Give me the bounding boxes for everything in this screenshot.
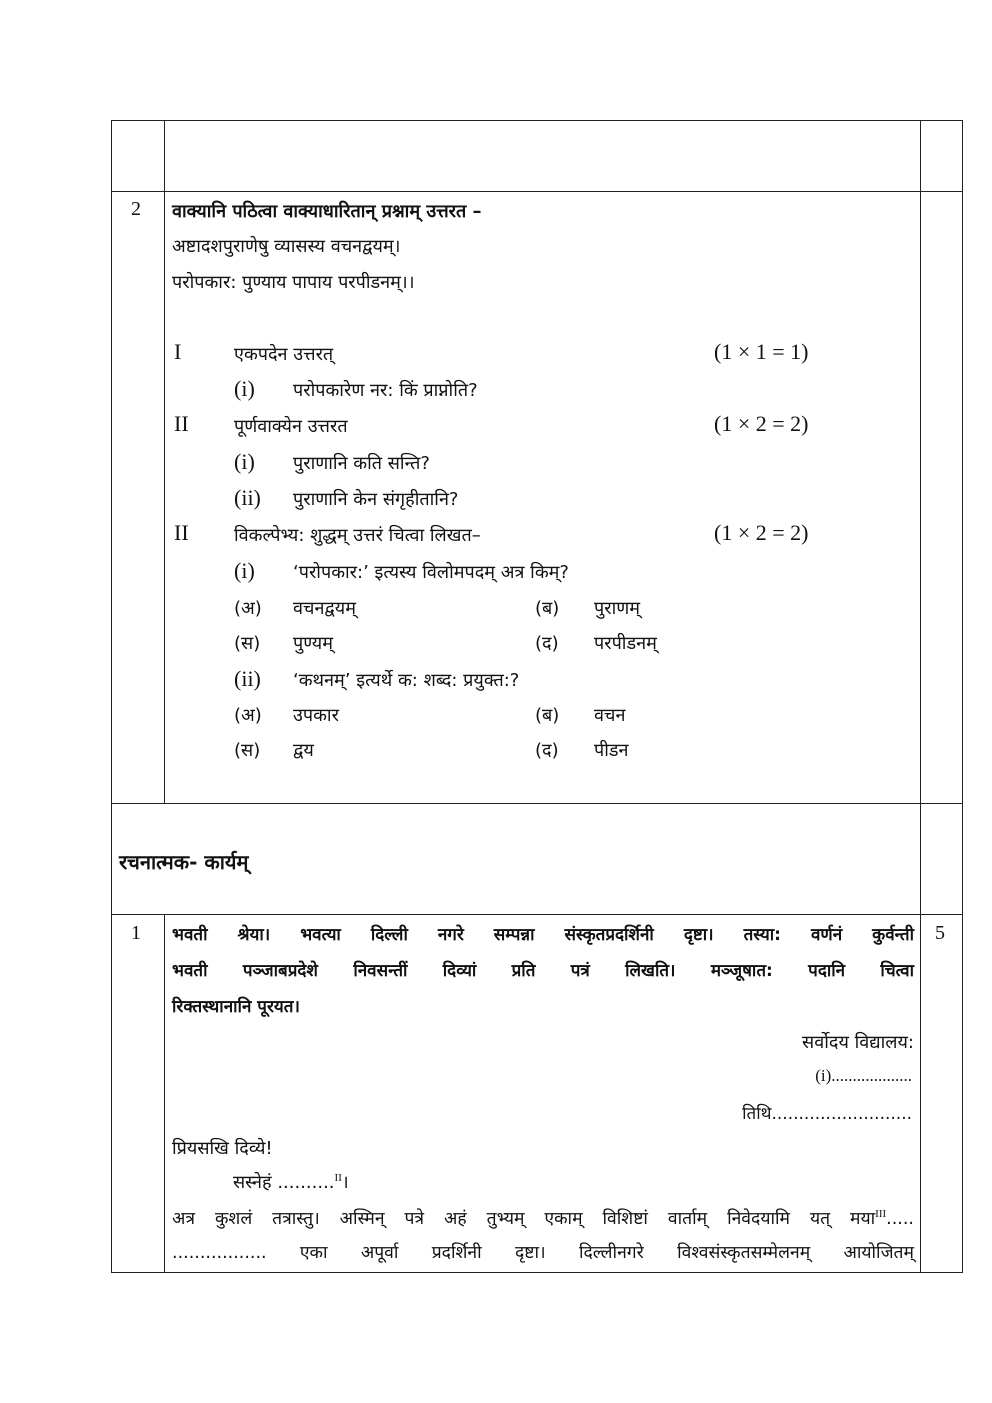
part-label: एकपदेन उत्तरत् (234, 344, 334, 365)
option-key: (अ) (234, 598, 262, 619)
instruction-line: रिक्तस्थानानि पूरयत। (172, 997, 300, 1017)
part-numeral: II (174, 411, 189, 436)
option-value: पुराणम् (594, 598, 641, 619)
option-value: वचनद्वयम् (293, 598, 356, 619)
table-border-row3 (111, 914, 963, 915)
part-numeral: I (174, 339, 182, 364)
sub-question-number: (i) (234, 558, 255, 583)
option-value: पीडन (594, 740, 629, 761)
letter-date: तिथि.......................... (742, 1104, 912, 1124)
body-text: अत्र कुशलं तत्रास्तु। अस्मिन् पत्रे अहं तुभ्यम् एकाम् विशिष्टां वार्ताम् निवेदयामि यत् मया (172, 1209, 876, 1229)
part-numeral: II (174, 520, 189, 545)
question-instruction: वाक्यानि पठित्वा वाक्याधारितान् प्रश्नाम् उत्तरत – (172, 201, 482, 222)
part-label: विकल्पेभ्य: शुद्धम् उत्तरं चित्वा लिखत– (234, 525, 481, 546)
sub-question-text: ‘परोपकार:’ इत्यस्य विलोमपदम् अत्र किम्? (293, 562, 569, 583)
blank-marker: II (334, 1172, 342, 1184)
verse-line: अष्टादशपुराणेषु व्यासस्य वचनद्वयम्। (172, 236, 401, 257)
part-marks: (1 × 2 = 2) (714, 411, 809, 436)
letter-blank-i: (i)................... (815, 1066, 912, 1085)
option-value: पुण्यम् (293, 633, 333, 654)
letter-body-line (172, 1206, 914, 1230)
question-number: 2 (131, 198, 141, 220)
part-marks: (1 × 1 = 1) (714, 339, 809, 364)
question-number: 1 (131, 922, 141, 944)
blank-marker: III (875, 1208, 887, 1221)
option-value: द्वय (293, 740, 314, 761)
letter-salutation: प्रियसखि दिव्ये! (172, 1138, 273, 1159)
sub-question-number: (ii) (234, 485, 261, 510)
table-divider-col1-bottom (164, 914, 165, 1273)
table-border-row2 (111, 803, 963, 804)
part-marks: (1 × 2 = 2) (714, 520, 809, 545)
greeting-prefix: सस्नेहं .......... (233, 1172, 335, 1193)
option-value: उपकार (293, 705, 339, 726)
greeting-suffix: । (341, 1172, 349, 1193)
table-divider-col1-top (164, 120, 165, 804)
option-key: (ब) (535, 598, 560, 619)
instruction-line: भवती श्रेया। भवत्या दिल्ली नगरे सम्पन्ना संस्कृतप्रदर्शिनी दृष्टा। तस्या: वर्णनं कुर्वन्ती (172, 925, 914, 945)
sub-question-number: (i) (234, 449, 255, 474)
question-marks: 5 (935, 922, 945, 944)
letter-address: सर्वोदय विद्यालय: (802, 1032, 914, 1053)
letter-greeting (233, 1170, 349, 1194)
section-heading: रचनात्मक- कार्यम् (119, 850, 249, 874)
option-key: (स) (234, 633, 261, 654)
option-key: (द) (535, 740, 559, 761)
sub-question-number: (ii) (234, 666, 261, 691)
body-dots: ..... (886, 1209, 914, 1229)
option-value: वचन (594, 705, 626, 726)
sub-question-text: परोपकारेण नर: किं प्राप्नोति? (293, 380, 478, 401)
sub-question-text: पुराणानि कति सन्ति? (293, 453, 430, 474)
table-border-right (962, 120, 963, 1273)
sub-question-number: (i) (234, 376, 255, 401)
letter-body-line: ................. एका अपूर्वा प्रदर्शिनी दृष्टा। दिल्लीनगरे विश्वसंस्कृतसम्मेलनम् आयोजितम् (172, 1243, 914, 1263)
option-key: (ब) (535, 705, 560, 726)
part-label: पूर्णवाक्येन उत्तरत (234, 416, 348, 437)
option-key: (द) (535, 633, 559, 654)
option-key: (अ) (234, 705, 262, 726)
table-border-top (111, 120, 963, 121)
sub-question-text: ‘कथनम्’ इत्यर्थे क: शब्द: प्रयुक्त:? (293, 670, 520, 691)
option-key: (स) (234, 740, 261, 761)
table-border-left (111, 120, 112, 1273)
table-border-bottom (111, 1272, 963, 1273)
verse-line: परोपकार: पुण्याय पापाय परपीडनम्।। (172, 272, 415, 293)
option-value: परपीडनम् (594, 633, 657, 654)
instruction-line: भवती पञ्जाबप्रदेशे निवसन्तीं दिव्यां प्रति पत्रं लिखति। मञ्जूषात: पदानि चित्वा (172, 961, 914, 981)
table-divider-col2 (920, 120, 921, 1273)
sub-question-text: पुराणानि केन संगृहीतानि? (293, 489, 459, 510)
table-border-row1 (111, 191, 963, 192)
